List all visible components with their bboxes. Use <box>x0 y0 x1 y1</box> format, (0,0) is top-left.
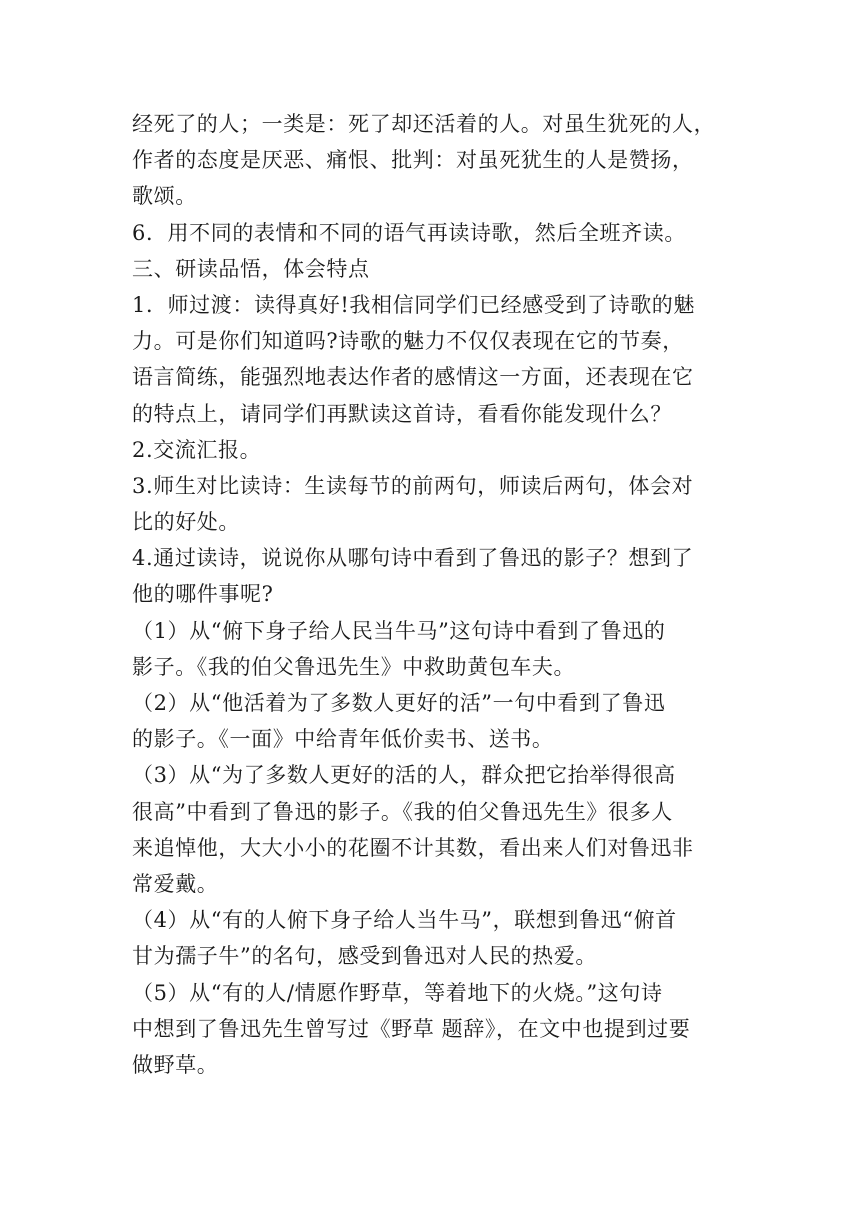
text-line: （2）从“他活着为了多数人更好的活”一句中看到了鲁迅 <box>132 691 666 715</box>
text-line: 语言简练，能强烈地表达作者的感情这一方面，还表现在它 <box>132 365 694 390</box>
text-line: 他的哪件事呢? <box>132 582 274 607</box>
section-heading: 三、研读品悟，体会特点 <box>132 256 370 281</box>
text-line: 甘为孺子牛”的名句，感受到鲁迅对人民的热爱。 <box>132 944 597 969</box>
text-line: 很高”中看到了鲁迅的影子。《我的伯父鲁迅先生》很多人 <box>132 799 673 824</box>
text-line: 经死了的人；一类是：死了却还活着的人。对虽生犹死的人， <box>132 112 716 136</box>
text-line: 4.通过读诗，说说你从哪句诗中看到了鲁迅的影子？想到了 <box>132 546 694 571</box>
document-body <box>132 106 732 1083</box>
text-line: 6．用不同的表情和不同的语气再读诗歌，然后全班齐读。 <box>132 220 686 245</box>
text-line: 中想到了鲁迅先生曾写过《野草 题辞》，在文中也提到过要 <box>132 1016 691 1041</box>
text-line: 作者的态度是厌恶、痛恨、批判：对虽死犹生的人是赞扬， <box>132 148 694 173</box>
text-line: （3）从“为了多数人更好的活的人，群众把它抬举得很高 <box>132 763 676 788</box>
text-line: 影子。《我的伯父鲁迅先生》中救助黄包车夫。 <box>132 654 576 679</box>
text-line: 比的好处。 <box>132 510 240 535</box>
text-line: （1）从“俯下身子给人民当牛马”这句诗中看到了鲁迅的 <box>132 618 666 643</box>
text-line: 做野草。 <box>132 1052 219 1077</box>
text-line: 歌颂。 <box>132 184 197 209</box>
text-line: 3.师生对比读诗：生读每节的前两句，师读后两句，体会对 <box>132 473 694 498</box>
text-line: 的特点上，请同学们再默读这首诗，看看你能发现什么？ <box>132 401 672 426</box>
text-line: 来追悼他，大大小小的花圈不计其数，看出来人们对鲁迅非 <box>132 835 694 860</box>
text-line: 常爱戴。 <box>132 871 219 896</box>
text-line: 的影子。《一面》中给青年低价卖书、送书。 <box>132 727 554 752</box>
text-line: 2.交流汇报。 <box>132 437 262 462</box>
text-line: （4）从“有的人俯下身子给人当牛马”，联想到鲁迅“俯首 <box>132 908 677 933</box>
text-line: 力。可是你们知道吗?诗歌的魅力不仅仅表现在它的节奏， <box>132 329 684 354</box>
text-line: 1．师过渡：读得真好!我相信同学们已经感受到了诗歌的魅 <box>132 292 695 317</box>
text-line: （5）从“有的人/情愿作野草，等着地下的火烧。”这句诗 <box>132 980 663 1005</box>
